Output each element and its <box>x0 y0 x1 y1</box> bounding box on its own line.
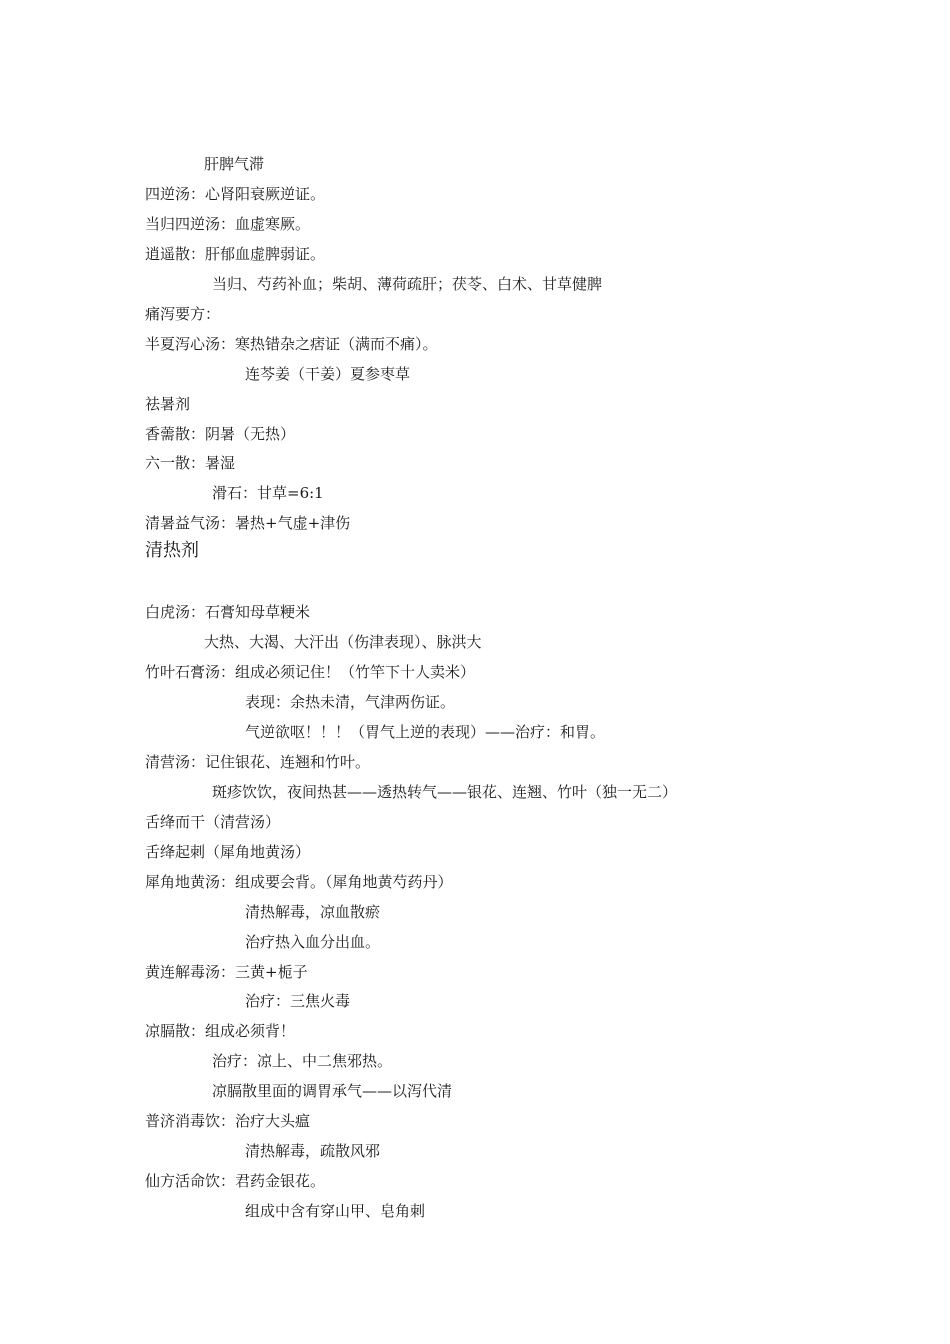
text-line: 黄连解毒汤：三黄+栀子 <box>145 963 308 981</box>
text-line: 清热解毒，凉血散瘀 <box>245 903 381 921</box>
text-line: 逍遥散：肝郁血虚脾弱证。 <box>145 245 326 263</box>
text-line: 白虎汤：石膏知母草粳米 <box>145 603 311 621</box>
text-line: 治疗：三焦火毒 <box>245 992 351 1010</box>
section-heading: 清热剂 <box>145 540 199 561</box>
text-line: 半夏泻心汤：寒热错杂之痞证（满而不痛）。 <box>145 335 438 353</box>
section-heading: 祛暑剂 <box>145 395 191 413</box>
text-line: 大热、大渴、大汗出（伤津表现）、脉洪大 <box>204 633 482 651</box>
text-line: 凉膈散：组成必须背！ <box>145 1022 296 1040</box>
text-line: 连芩姜（干姜）夏参枣草 <box>245 365 411 383</box>
text-line: 治疗热入血分出血。 <box>245 933 381 951</box>
text-line: 清营汤：记住银花、连翘和竹叶。 <box>145 753 371 771</box>
text-line: 清热解毒，疏散风邪 <box>245 1142 381 1160</box>
text-line: 凉膈散里面的调胃承气——以泻代清 <box>212 1082 453 1100</box>
text-line: 竹叶石膏汤：组成必须记住！（竹竿下十人卖米） <box>145 663 476 681</box>
text-line: 表现：余热未清，气津两伤证。 <box>245 693 456 711</box>
text-line: 当归、芍药补血；柴胡、薄荷疏肝；茯苓、白术、甘草健脾 <box>212 275 603 293</box>
text-line: 滑石：甘草=6:1 <box>212 484 324 502</box>
text-line: 四逆汤：心肾阳衰厥逆证。 <box>145 185 326 203</box>
text-line: 六一散：暑湿 <box>145 454 236 472</box>
text-line: 肝脾气滞 <box>204 155 265 173</box>
text-line: 气逆欲呕！！！（胃气上逆的表现）——治疗：和胃。 <box>245 723 606 741</box>
text-line: 清暑益气汤：暑热+气虚+津伤 <box>145 514 351 532</box>
text-line: 斑疹饮饮，夜间热甚——透热转气——银花、连翘、竹叶（独一无二） <box>212 783 678 801</box>
text-line: 组成中含有穿山甲、皂角刺 <box>245 1202 426 1220</box>
text-line: 痛泻要方： <box>145 305 221 323</box>
text-line: 舌绛而干（清营汤） <box>145 813 281 831</box>
text-line: 普济消毒饮：治疗大头瘟 <box>145 1112 311 1130</box>
text-line: 香薷散：阴暑（无热） <box>145 425 296 443</box>
text-line: 仙方活命饮：君药金银花。 <box>145 1172 326 1190</box>
text-line: 犀角地黄汤：组成要会背。（犀角地黄芍药丹） <box>145 873 453 891</box>
text-line: 当归四逆汤：血虚寒厥。 <box>145 215 311 233</box>
text-line: 治疗：凉上、中二焦邪热。 <box>212 1052 393 1070</box>
text-line: 舌绛起刺（犀角地黄汤） <box>145 843 311 861</box>
